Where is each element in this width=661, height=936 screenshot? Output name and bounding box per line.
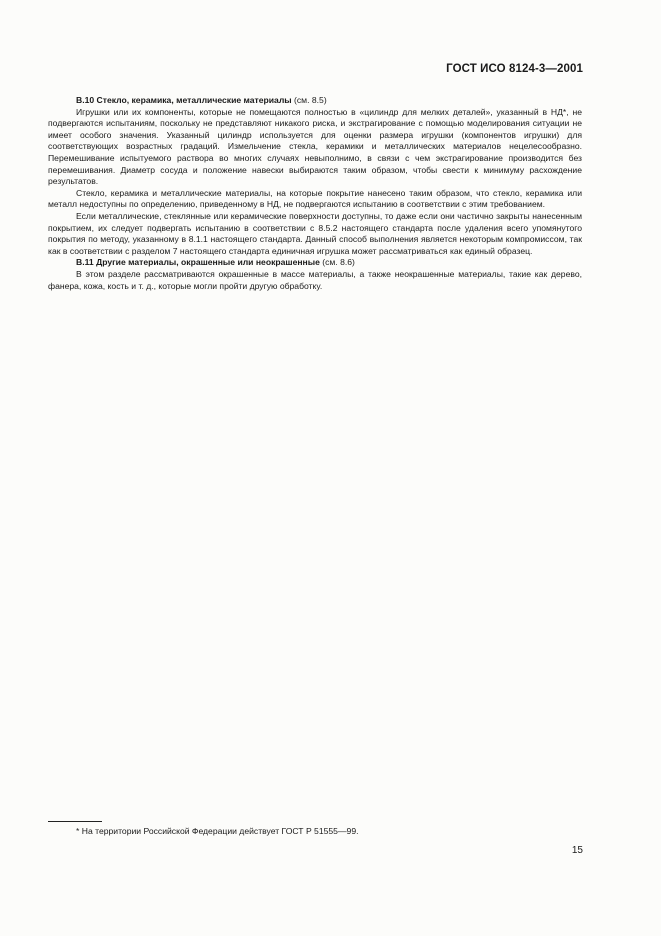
section-reference: (см. 8.6): [319, 257, 355, 268]
footnote-divider: [48, 821, 102, 822]
section-title: В.11 Другие материалы, окрашенные или неокрашенные: [76, 257, 320, 268]
footnote: * На территории Российской Федерации действует ГОСТ Р 51555—99.: [76, 826, 359, 836]
paragraph: Если металлические, стеклянные или керамические поверхности доступны, то даже если они частично закрыты нанесенным покрытием, их следует подвергать испытанию в соответствии с 8.5.2 настоящего стандарта после удаления всего упомянутого покрытия по методу, указанному в 8.1.1 настоящего стандарта. Данный способ выполнения является некоторым компромиссом, так как в соответствии с разделом 7 настоящего стандарта единичная игрушка может рассматриваться как единый образец.: [48, 210, 582, 256]
section-heading: [48, 95, 582, 107]
paragraph: В этом разделе рассматриваются окрашенные в массе материалы, а также неокрашенные материалы, такие как дерево, фанера, кожа, кость и т. д., которые могли пройти другую обработку.: [48, 268, 582, 291]
main-content: [48, 95, 582, 292]
section-reference: (см. 8.5): [291, 95, 327, 105]
document-code-header: ГОСТ ИСО 8124-3—2001: [446, 63, 583, 75]
section-heading: [48, 257, 582, 269]
paragraph: Стекло, керамика и металлические материалы, на которые покрытие нанесено таким образом, что стекло, керамика или металл недоступны по определению, приведенному в НД, не подвергаются испытанию в соответствии с этим требованием.: [48, 187, 582, 210]
paragraph: Игрушки или их компоненты, которые не помещаются полностью в «цилиндр для мелких деталей», указанный в НД*, не подвергаются испытаниям, поскольку не представляют никакого риска, и экстрагирование с помощью моделирования ситуации не имеет особого значения. Указанный цилиндр используется для оценки размера игрушки (компонентов игрушки) для соответствующих возрастных градаций. Измельчение стекла, керамики и металлических материалов нецелесообразно. Перемешивание испытуемого раствора во многих случаях невыполнимо, в связи с чем экстрагирование производится без перемешивания. Диаметр сосуда и положение навески выбираются таким образом, чтобы свести к минимуму расхождение результатов.: [48, 106, 582, 187]
section-title: В.10 Стекло, керамика, металлические материалы: [76, 95, 292, 105]
page-number: 15: [571, 845, 583, 856]
